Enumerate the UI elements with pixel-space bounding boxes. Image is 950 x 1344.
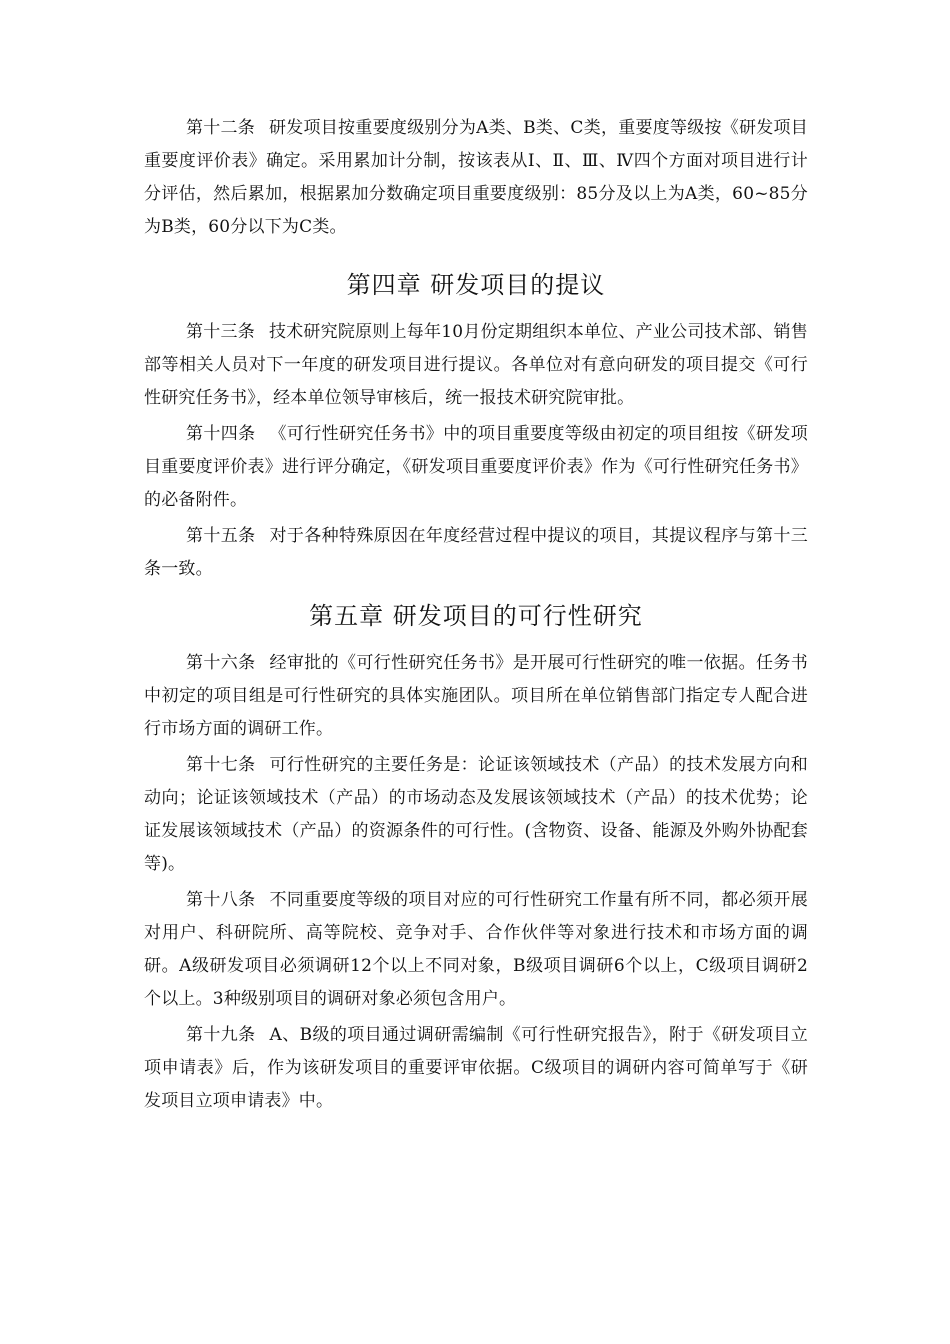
article-18 xyxy=(144,884,808,1016)
article-number: 第十九条 xyxy=(186,1025,256,1045)
article-number: 第十七条 xyxy=(186,755,256,775)
article-14 xyxy=(144,418,808,517)
article-text: 对于各种特殊原因在年度经营过程中提议的项目，其提议程序与第十三条一致。 xyxy=(144,526,808,579)
article-text: 可行性研究的主要任务是：论证该领域技术（产品）的技术发展方向和动向；论证该领域技术（产品）的市场动态及发展该领域技术（产品）的技术优势；论证发展该领域技术（产品）的资源条件的可行性。(含物资、设备、能源及外购外协配套等)。 xyxy=(144,755,808,874)
article-number: 第十五条 xyxy=(186,526,256,546)
article-19 xyxy=(144,1019,808,1118)
article-text: A、B级的项目通过调研需编制《可行性研究报告》，附于《研发项目立项申请表》后，作为该研发项目的重要评审依据。C级项目的调研内容可简单写于《研发项目立项申请表》中。 xyxy=(144,1025,808,1111)
article-number: 第十三条 xyxy=(186,322,255,342)
article-15 xyxy=(144,520,808,586)
article-17 xyxy=(144,749,808,881)
article-12 xyxy=(144,112,808,244)
article-13 xyxy=(144,316,808,415)
article-16 xyxy=(144,647,808,746)
chapter-5-title: 第五章 研发项目的可行性研究 xyxy=(309,602,643,630)
article-text: 经审批的《可行性研究任务书》是开展可行性研究的唯一依据。任务书中初定的项目组是可行性研究的具体实施团队。项目所在单位销售部门指定专人配合进行市场方面的调研工作。 xyxy=(144,653,808,739)
article-number: 第十四条 xyxy=(186,424,256,444)
article-text: 研发项目按重要度级别分为A类、B类、C类，重要度等级按《研发项目重要度评价表》确定。采用累加计分制，按该表从Ⅰ、Ⅱ、Ⅲ、Ⅳ四个方面对项目进行计分评估，然后累加，根据累加分数确定项目重要度级别：85分及以上为A类，60~85分为B类，60分以下为C类。 xyxy=(144,118,808,237)
chapter-4-title: 第四章 研发项目的提议 xyxy=(346,271,606,299)
article-number: 第十六条 xyxy=(186,653,256,673)
article-number: 第十二条 xyxy=(186,118,256,138)
article-text: 技术研究院原则上每年10月份定期组织本单位、产业公司技术部、销售部等相关人员对下一年度的研发项目进行提议。各单位对有意向研发的项目提交《可行性研究任务书》，经本单位领导审核后，统一报技术研究院审批。 xyxy=(144,322,808,408)
article-text: 不同重要度等级的项目对应的可行性研究工作量有所不同，都必须开展对用户、科研院所、高等院校、竞争对手、合作伙伴等对象进行技术和市场方面的调研。A级研发项目必须调研12个以上不同对象，B级项目调研6个以上，C级项目调研2个以上。3种级别项目的调研对象必须包含用户。 xyxy=(144,890,808,1009)
article-number: 第十八条 xyxy=(186,890,256,910)
document-page xyxy=(144,112,808,1121)
article-text: 《可行性研究任务书》中的项目重要度等级由初定的项目组按《研发项目重要度评价表》进行评分确定，《研发项目重要度评价表》作为《可行性研究任务书》的必备附件。 xyxy=(144,424,808,510)
